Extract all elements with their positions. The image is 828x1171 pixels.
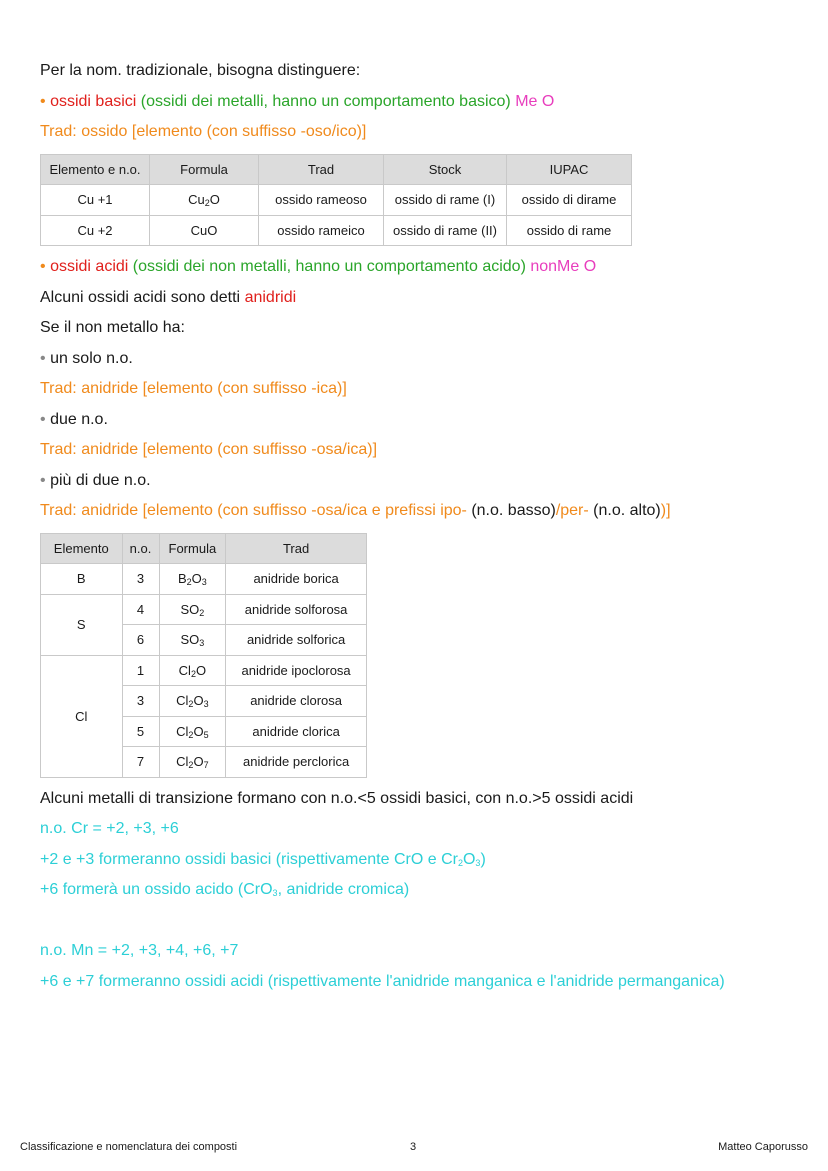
ossidi-basici-line xyxy=(40,87,800,118)
formula-subscript: 7 xyxy=(203,760,209,771)
formula-subscript: 2 xyxy=(188,729,194,740)
trad-ica: Trad: anidride [elemento (con suffisso -ica)] xyxy=(40,380,347,397)
table-header-row xyxy=(41,154,632,185)
cell-formula xyxy=(159,747,226,778)
cell-no: 7 xyxy=(122,747,159,778)
trad-prefissi xyxy=(40,496,800,527)
cr-basici-text: O xyxy=(462,850,476,868)
formula-subscript: 2 xyxy=(188,760,194,771)
case-due xyxy=(40,405,800,436)
formula-subscript: 2 xyxy=(190,668,196,679)
col-formula: Formula xyxy=(150,154,259,185)
cell-formula xyxy=(159,686,226,717)
formula-part: O xyxy=(193,723,204,739)
cell-formula xyxy=(159,655,226,686)
cr-acido-text: , anidride cromica) xyxy=(277,881,410,898)
formula-subscript: 3 xyxy=(475,857,481,868)
cell-trad: ossido rameico xyxy=(259,215,384,246)
formula-subscript: 3 xyxy=(272,888,278,898)
formula-subscript: 2 xyxy=(199,607,205,618)
cell-no: 5 xyxy=(122,716,159,747)
cell-trad: anidride clorosa xyxy=(226,686,367,717)
cell-elemento: B xyxy=(41,564,123,595)
col-trad: Trad xyxy=(259,154,384,185)
cell-trad: anidride perclorica xyxy=(226,747,367,778)
case-piu-di-due xyxy=(40,466,800,497)
cr-basici-text: +2 e +3 formeranno ossidi basici (rispettivamente CrO e Cr xyxy=(40,850,458,868)
ossidi-acidi-formula: nonMe O xyxy=(530,258,597,275)
col-stock: Stock xyxy=(384,154,507,185)
formula-part: Cl xyxy=(176,693,189,709)
footer-title: Classificazione e nomenclatura dei composti xyxy=(20,1141,238,1153)
formula-subscript: 2 xyxy=(457,857,463,868)
cell-elemento: Cl xyxy=(41,655,123,777)
bullet: • xyxy=(40,92,46,110)
mn-acidi: +6 e +7 formeranno ossidi acidi (rispettivamente l'anidride manganica e l'anidride permanganica) xyxy=(40,972,725,990)
bullet: • xyxy=(40,349,46,367)
cell-elemento: Cu +2 xyxy=(41,215,150,246)
col-trad: Trad xyxy=(226,533,367,564)
bullet: • xyxy=(40,410,46,428)
formula-subscript: 2 xyxy=(204,198,210,209)
case-text: due n.o. xyxy=(50,410,108,428)
formula-part: O xyxy=(209,192,220,208)
case-un-solo xyxy=(40,344,800,375)
formula-subscript: 5 xyxy=(203,729,209,740)
intro-text: Per la nom. tradizionale, bisogna distinguere: xyxy=(40,62,361,79)
col-iupac: IUPAC xyxy=(507,154,632,185)
anidridi-text: Alcuni ossidi acidi sono detti xyxy=(40,288,241,306)
cell-trad: anidride clorica xyxy=(226,716,367,747)
anidridi-line xyxy=(40,283,800,314)
cell-formula xyxy=(150,185,259,216)
bullet: • xyxy=(40,258,46,275)
non-metallo-text: Se il non metallo ha: xyxy=(40,319,185,336)
cr-acido xyxy=(40,875,800,906)
trad-prefissi-basso: (n.o. basso) xyxy=(471,502,556,519)
cell-formula xyxy=(159,625,226,656)
cell-formula: CuO xyxy=(150,215,259,246)
formula-subscript: 3 xyxy=(203,699,209,710)
cr-basici-text: ) xyxy=(480,850,486,868)
trad-osa-ica: Trad: anidride [elemento (con suffisso -osa/ica)] xyxy=(40,441,378,458)
table-row xyxy=(41,564,367,595)
cell-trad: anidride solforica xyxy=(226,625,367,656)
cell-iupac: ossido di rame xyxy=(507,215,632,246)
formula-part: Cl xyxy=(176,723,189,739)
formula-part: O xyxy=(191,571,202,587)
case-text: più di due n.o. xyxy=(50,471,151,489)
cr-no: n.o. Cr = +2, +3, +6 xyxy=(40,820,179,837)
cell-stock: ossido di rame (I) xyxy=(384,185,507,216)
trad-prefissi-a: Trad: anidride [elemento (con suffisso -osa/ica e prefissi ipo- xyxy=(40,502,467,519)
trad-prefissi-close: )] xyxy=(660,502,671,519)
cell-no: 3 xyxy=(122,686,159,717)
document-body xyxy=(40,56,800,997)
formula-part: Cl xyxy=(178,662,191,678)
col-elemento: Elemento xyxy=(41,533,123,564)
col-elemento: Elemento e n.o. xyxy=(41,154,150,185)
cr-basici xyxy=(40,845,800,876)
cell-no: 6 xyxy=(122,625,159,656)
formula-part: O xyxy=(193,693,204,709)
page-number: 3 xyxy=(410,1141,417,1153)
bullet: • xyxy=(40,471,46,489)
table-row xyxy=(41,185,632,216)
page-footer xyxy=(20,1139,808,1155)
ossidi-basici-desc: (ossidi dei metalli, hanno un comportamento basico) xyxy=(140,92,511,110)
cell-iupac: ossido di dirame xyxy=(507,185,632,216)
ossidi-basici-formula: Me O xyxy=(515,92,555,110)
formula-subscript: 2 xyxy=(188,699,194,710)
ossidi-basici-term: ossidi basici xyxy=(50,92,137,110)
table-row xyxy=(41,215,632,246)
cell-trad: ossido rameoso xyxy=(259,185,384,216)
transizione-text: Alcuni metalli di transizione formano con n.o.<5 ossidi basici, con n.o.>5 ossidi acidi xyxy=(40,789,634,807)
case-text: un solo n.o. xyxy=(50,349,133,367)
formula-subscript: 2 xyxy=(186,577,192,588)
table-header-row xyxy=(41,533,367,564)
ossidi-acidi-desc: (ossidi dei non metalli, hanno un comportamento acido) xyxy=(132,258,526,275)
table-row xyxy=(41,655,367,686)
formula-part: SO xyxy=(180,601,200,617)
mn-no: n.o. Mn = +2, +3, +4, +6, +7 xyxy=(40,942,239,959)
cr-acido-text: +6 formerà un ossido acido (CrO xyxy=(40,881,273,898)
formula-part: O xyxy=(195,662,207,678)
formula-subscript: 3 xyxy=(201,577,207,588)
col-formula: Formula xyxy=(159,533,226,564)
footer-author: Matteo Caporusso xyxy=(718,1141,808,1153)
cell-trad: anidride ipoclorosa xyxy=(226,655,367,686)
cell-formula xyxy=(159,716,226,747)
formula-part: Cu xyxy=(188,192,205,208)
anidridi-table xyxy=(40,533,367,778)
table-row xyxy=(41,594,367,625)
cell-elemento: S xyxy=(41,594,123,655)
ossidi-basici-table xyxy=(40,154,632,247)
cell-no: 4 xyxy=(122,594,159,625)
trad-prefissi-alto: (n.o. alto) xyxy=(593,502,661,519)
col-no: n.o. xyxy=(122,533,159,564)
trad-prefissi-per: /per- xyxy=(555,502,589,519)
formula-part: O xyxy=(193,754,204,770)
cell-trad: anidride borica xyxy=(226,564,367,595)
formula-part: SO xyxy=(180,632,200,648)
cell-trad: anidride solforosa xyxy=(226,594,367,625)
trad-basici: Trad: ossido [elemento (con suffisso -oso/ico)] xyxy=(40,123,367,140)
cell-stock: ossido di rame (II) xyxy=(384,215,507,246)
formula-subscript: 3 xyxy=(199,638,205,649)
anidridi-term: anidridi xyxy=(244,288,297,306)
cell-no: 1 xyxy=(122,655,159,686)
cell-formula xyxy=(159,594,226,625)
cell-formula xyxy=(159,564,226,595)
cell-no: 3 xyxy=(122,564,159,595)
formula-part: Cl xyxy=(176,754,189,770)
ossidi-acidi-line xyxy=(40,252,800,283)
formula-part: B xyxy=(177,571,187,587)
ossidi-acidi-term: ossidi acidi xyxy=(50,258,129,275)
cell-elemento: Cu +1 xyxy=(41,185,150,216)
spacer xyxy=(40,906,800,937)
